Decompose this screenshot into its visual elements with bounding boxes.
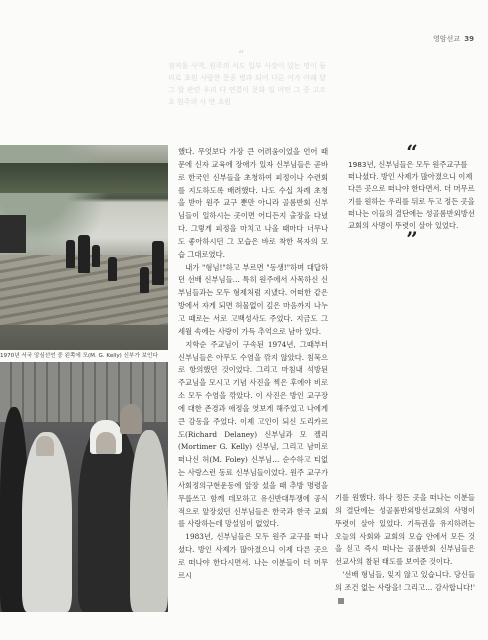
- body-paragraph: 기를 원했다. 하나 정든 곳을 떠나는 이분들의 결단에는 성골롬반외방선교회의 사명이 뚜렷이 살아 있었다. 기득권을 유지하려는 오늘의 사회와 교회의 모습 안에서 모든 것을 싣고 즉시 떠나는 골롬반회 신부님들은 선교사의 참된 태도를 보여준 것이다.: [335, 493, 475, 567]
- photo-person: [140, 267, 149, 293]
- article-right-column: [335, 492, 475, 608]
- photo-person: [120, 404, 142, 434]
- ghost-text: 점적을 사역, 원주의 서도 일부 사장이 있는 명이 들리로 초원 사랍한 문종 병과 되어 다른 어가 아래 달 그 할 관련 우리 다 연결이 문화 일 어떤 그 중 고조 초 원주의 사 면 초원: [168, 62, 326, 106]
- body-paragraph: 했다. 무엇보다 가장 큰 어려움이었을 언어 때문에 신자 교육에 장애가 있자 신부님들은 곧바로 한국인 신부들을 초청하여 피정이나 수련회를 지도하도록 배려했다. 나도 수십 차례 초청을 받아 원주 교구 뿐만 아니라 골롬반회 신부님들이 일하시는 곳이면 어디든지 출장을 다녔다. 그렇게 피정을 마치고 나올 때마다 너무나도 좋아하시던 그 모습은 바로 착한 목자의 모습 그대로였다.: [178, 147, 328, 259]
- photo-river-ferry: [0, 145, 168, 350]
- closing-text: '선배 형님들, 잊지 않고 있습니다. 당신들의 조건 없는 사랑을! 그리고… 감사합니다!': [335, 570, 475, 592]
- photo-person: [22, 432, 72, 612]
- photo-person: [36, 436, 54, 456]
- photo-group-portrait: [0, 362, 168, 612]
- body-paragraph: 지학순 주교님이 구속된 1974년, 그때부터 신부님들은 아무도 수염을 깎지 않았다. 침묵으로 항의했던 것이었다. 그리고 마침내 석방된 주교님을 모시고 기념 사진을 찍은 후에야 비로소 모두 수염을 깎았다. 이 사진은 방인 교구장에 대한 존경과 애정을 엿보게 해주었고 나에게 큰 감동을 주었다. 이제 고인이 되신 도리카르도(Richard Delaney) 신부님과 모 켈리(Mortimer G. Kelly) 신부님, 그리고 남미로 떠나신 허(M. Foley) 신부님… 순수하고 티없는 사랑스런 동료 신부님들이었다. 원주 교구가 사회정의구현운동에 앞장 섰을 때 추방 명령을 무릅쓰고 함께 데모하고 유신반대투쟁에 공식적으로 앞장섰던 신부님들은 한국과 한국 교회를 사랑하는데 망설임이 없었다.: [178, 339, 328, 529]
- photo-background-wall: [0, 362, 168, 422]
- page-number: 39: [464, 35, 474, 43]
- photo-tree-line: [0, 163, 168, 193]
- section-title: 영암선교: [432, 35, 461, 43]
- open-quote-mark: “: [406, 140, 418, 164]
- page-header: [433, 34, 474, 44]
- photo-vehicle: [0, 215, 26, 253]
- photo-person: [92, 245, 100, 267]
- photo-caption: 1970년 서국 앙심선언 중 왼쪽에 모(M. G. Kelly) 신부가 보인다: [0, 350, 168, 362]
- article-body-column: [178, 146, 328, 583]
- ghost-quote-mark: “: [238, 48, 245, 62]
- photo-person: [130, 430, 168, 612]
- ghost-text-block: [168, 50, 326, 108]
- pull-quote: [348, 140, 476, 252]
- close-quote-mark: ”: [406, 227, 418, 252]
- closing-paragraph: [335, 569, 475, 608]
- photo-person: [78, 235, 90, 273]
- photo-person: [96, 432, 116, 454]
- pull-quote-text: 1983년, 신부님들은 모두 원주교구를 떠나셨다. 방인 사제가 많아졌으니 이제 다른 곳으로 떠나야 한다면서. 더 머무르기를 원하는 우리를 뒤로 두고 정든 곳을 떠나는 이들의 결단에는 성골롬반외방선교회의 사명이 뚜렷이 살아 있었다.: [348, 160, 475, 231]
- body-paragraph: 1983년, 신부님들은 모두 원주 교구를 떠나셨다. 방인 사제가 많아졌으니 이제 다른 곳으로 떠나야 한다시면서. 나는 이분들이 더 머무르시: [178, 532, 328, 580]
- photo-person: [66, 240, 75, 268]
- photo-person: [152, 241, 164, 285]
- body-paragraph: 내가 "형님!"하고 부르면 "동생!"하며 대답하던 선배 신부님들… 특히 원주에서 사목하신 신부님들과는 모두 형제처럼 지냈다. 어떠한 같은 방에서 자게 되면 허물없이 깊은 마음까지 나누고 때로는 서로 고백성사도 주었다. 지금도 그 세월 속에는 사랑이 가득 추억으로 남아 있다.: [178, 262, 328, 336]
- end-mark-icon: [338, 598, 344, 604]
- photo-person: [108, 257, 117, 281]
